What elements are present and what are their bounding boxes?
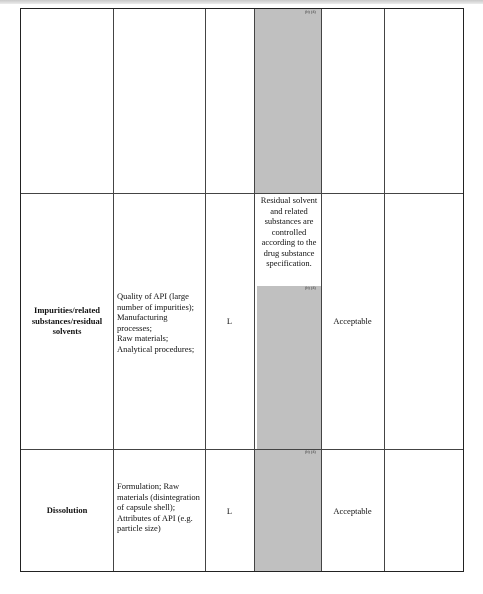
source-item: Raw materials; bbox=[117, 333, 169, 343]
column-divider bbox=[384, 9, 385, 571]
risk-assessment-table bbox=[20, 8, 464, 572]
source-item: Formulation; Raw materials (disintegration of capsule shell); bbox=[117, 481, 200, 512]
column-divider bbox=[113, 9, 114, 571]
row-risk-level: L bbox=[226, 506, 233, 516]
row-parameter bbox=[23, 193, 111, 449]
source-item: Quality of API (large number of impurities); bbox=[117, 291, 194, 312]
redacted-block bbox=[255, 9, 321, 193]
row-acceptability: Acceptable bbox=[333, 316, 372, 326]
source-item: Attributes of API (e.g. particle size) bbox=[117, 512, 193, 533]
parameter-label: Impurities/related substances/residual solvents bbox=[31, 305, 103, 337]
row-risk-level: L bbox=[226, 316, 233, 326]
source-item: Analytical procedures; bbox=[117, 343, 195, 354]
redaction-label: (b) (4) bbox=[305, 9, 316, 14]
parameter-label: Dissolution bbox=[46, 504, 88, 515]
row-justification: Residual solvent and related substances are controlled according to the drug substance specification. bbox=[259, 195, 319, 285]
column-divider bbox=[321, 9, 322, 571]
row-parameter bbox=[23, 449, 111, 571]
column-divider bbox=[205, 9, 206, 571]
row-sources bbox=[117, 291, 203, 354]
window-top-edge bbox=[0, 0, 483, 4]
redacted-block bbox=[255, 450, 321, 571]
source-item: Manufacturing processes; bbox=[117, 312, 168, 333]
redaction-label: (b) (4) bbox=[305, 285, 316, 290]
redaction-label: (b) (4) bbox=[305, 449, 316, 454]
row-sources bbox=[117, 481, 203, 534]
redacted-block bbox=[257, 286, 321, 449]
row-acceptability: Acceptable bbox=[333, 506, 372, 516]
